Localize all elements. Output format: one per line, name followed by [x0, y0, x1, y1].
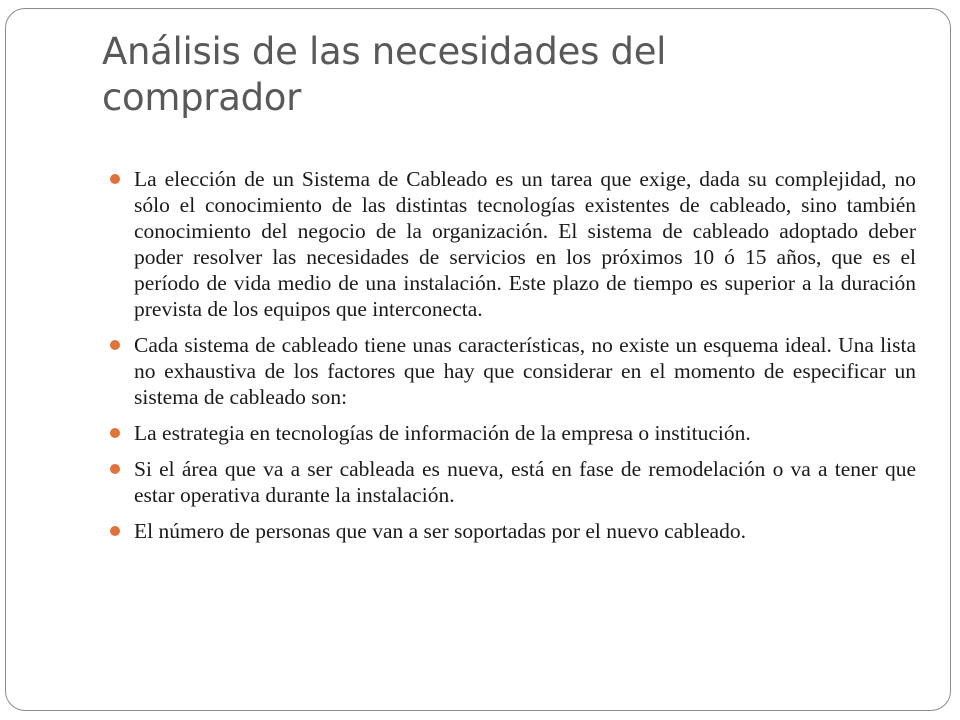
- bullet-text-1: La elección de un Sistema de Cableado es un tarea que exige, dada su complejidad, no sólo el conocimiento de las distintas tecnologías existentes de cableado, sino también conocimiento del negocio de la organización. El sistema de cableado adoptado deber poder resolver las necesidades de servicios en los próximos 10 ó 15 años, que es el período de vida medio de una instalación. Este plazo de tiempo es superior a la duración prevista de los equipos que interconecta.: [134, 167, 916, 321]
- bullet-dot-icon: [110, 174, 120, 184]
- slide-title: Análisis de las necesidades del comprador: [102, 30, 667, 119]
- bullet-list: [110, 166, 916, 554]
- bullet-text-2: Cada sistema de cableado tiene unas características, no existe un esquema ideal. Una lista no exhaustiva de los factores que hay que considerar en el momento de especificar un sistema de cableado son:: [134, 333, 916, 409]
- bullet-dot-icon: [110, 464, 120, 474]
- bullet-text-5: El número de personas que van a ser soportadas por el nuevo cableado.: [134, 519, 746, 543]
- bullet-text-3: La estrategia en tecnologías de información de la empresa o institución.: [134, 421, 751, 445]
- bullet-dot-icon: [110, 428, 120, 438]
- bullet-dot-icon: [110, 340, 120, 350]
- bullet-item-1: [110, 166, 916, 322]
- bullet-item-2: [110, 332, 916, 410]
- slide-frame: [5, 8, 951, 711]
- bullet-dot-icon: [110, 526, 120, 536]
- bullet-item-5: [110, 518, 916, 544]
- bullet-item-4: [110, 456, 916, 508]
- bullet-item-3: [110, 420, 916, 446]
- bullet-text-4: Si el área que va a ser cableada es nueva, está en fase de remodelación o va a tener que estar operativa durante la instalación.: [134, 457, 916, 507]
